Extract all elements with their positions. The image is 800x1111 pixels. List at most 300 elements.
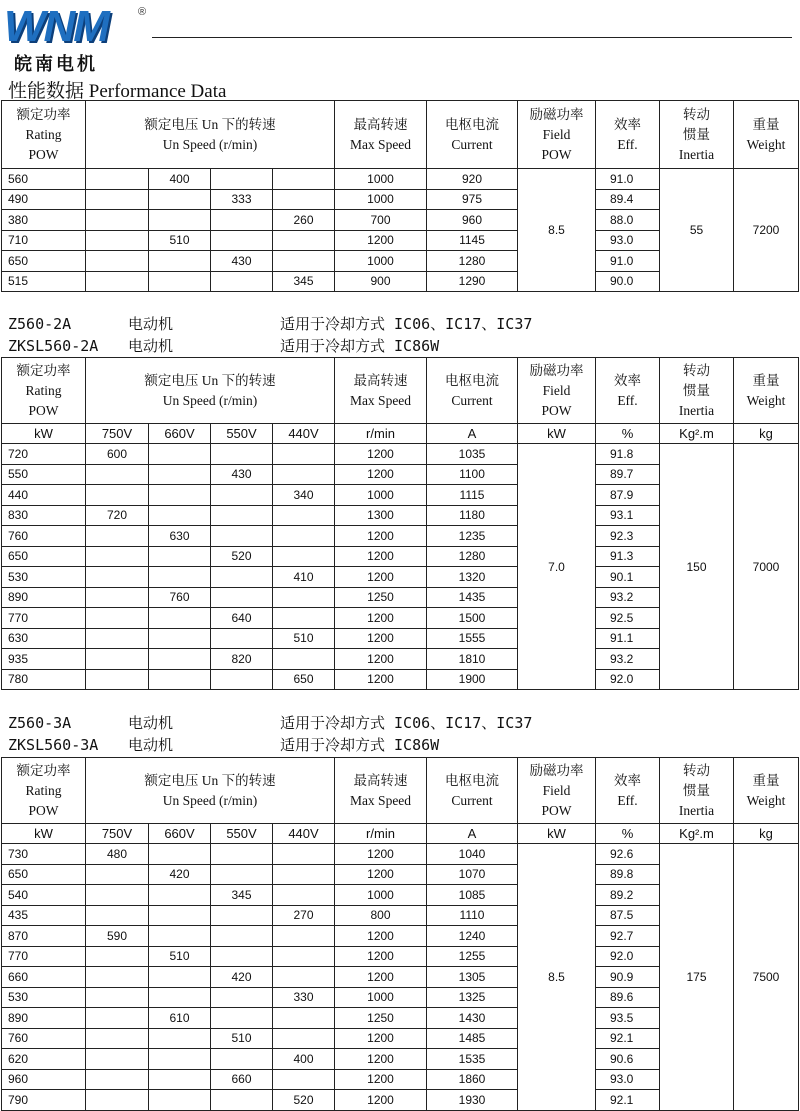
- cell-speed-v660: [149, 885, 211, 906]
- cell-efficiency: 92.1: [596, 1028, 660, 1049]
- cell-efficiency: 90.1: [596, 567, 660, 588]
- cell-speed-v440: [273, 649, 335, 670]
- header-efficiency: [596, 758, 660, 824]
- cell-efficiency: 90.9: [596, 967, 660, 988]
- cell-max-speed: 1200: [335, 526, 427, 547]
- header-text: 额定电压 Un 下的转速: [144, 116, 276, 132]
- header-weight: [734, 101, 799, 169]
- cell-pow: 780: [2, 669, 86, 690]
- header-text: Current: [451, 392, 493, 408]
- cell-max-speed: 900: [335, 271, 427, 292]
- cell-pow: 660: [2, 967, 86, 988]
- cell-speed-v660: [149, 987, 211, 1008]
- header-speed: [86, 758, 335, 824]
- cell-speed-v550: 660: [211, 1069, 273, 1090]
- cell-speed-v660: [149, 464, 211, 485]
- cell-speed-v750: [86, 628, 149, 649]
- header-text: 转动: [683, 762, 710, 778]
- header-inertia: [660, 758, 734, 824]
- header-text: Rating: [25, 126, 62, 142]
- cell-max-speed: 800: [335, 905, 427, 926]
- cell-speed-v660: [149, 210, 211, 231]
- cell-pow: 490: [2, 189, 86, 210]
- cell-efficiency: 92.6: [596, 844, 660, 865]
- cell-speed-v440: [273, 1069, 335, 1090]
- header-text: Un Speed (r/min): [162, 136, 258, 152]
- header-text: 重量: [752, 772, 780, 788]
- unit-pow: kW: [2, 424, 86, 444]
- cooling-method: 适用于冷却方式 IC86W: [280, 337, 440, 355]
- header-text: Rating: [25, 382, 62, 398]
- registered-mark: ®: [138, 6, 147, 18]
- cell-speed-v440: [273, 608, 335, 629]
- header-text: Inertia: [678, 802, 715, 818]
- cell-pow: 530: [2, 987, 86, 1008]
- cell-speed-v750: [86, 546, 149, 567]
- unit-v550: 550V: [211, 424, 273, 444]
- cell-speed-v440: [273, 444, 335, 465]
- header-text: 额定功率: [16, 106, 71, 122]
- unit-inertia: [660, 824, 734, 844]
- cell-speed-v750: [86, 251, 149, 272]
- cell-pow: 960: [2, 1069, 86, 1090]
- header-rule: [152, 37, 792, 38]
- cell-speed-v660: [149, 649, 211, 670]
- header-text: Max Speed: [349, 392, 412, 408]
- header-text: Rating: [25, 782, 62, 798]
- cell-current: 1325: [427, 987, 518, 1008]
- cell-speed-v660: [149, 608, 211, 629]
- cell-current: 960: [427, 210, 518, 231]
- cell-speed-v660: [149, 567, 211, 588]
- unit-v660: 660V: [149, 424, 211, 444]
- cell-pow: 730: [2, 844, 86, 865]
- cell-speed-v660: [149, 1028, 211, 1049]
- cell-speed-v750: [86, 230, 149, 251]
- header-max-speed: [335, 758, 427, 824]
- unit-text: .m: [699, 426, 714, 441]
- cell-speed-v660: [149, 251, 211, 272]
- cell-speed-v660: [149, 271, 211, 292]
- cell-max-speed: 1000: [335, 169, 427, 190]
- cell-max-speed: 1200: [335, 1049, 427, 1070]
- header-field-pow: [518, 358, 596, 424]
- header-text: 效率: [614, 116, 641, 132]
- units-row: [2, 824, 799, 844]
- cell-speed-v750: [86, 608, 149, 629]
- header-max-speed: [335, 358, 427, 424]
- cell-current: 1810: [427, 649, 518, 670]
- cell-speed-v550: [211, 271, 273, 292]
- table-row: [2, 169, 799, 190]
- header-field-pow: [518, 101, 596, 169]
- cell-speed-v660: [149, 905, 211, 926]
- header-rating: [2, 358, 86, 424]
- cell-current: 1290: [427, 271, 518, 292]
- cell-speed-v550: 430: [211, 251, 273, 272]
- header-text: Eff.: [617, 792, 638, 808]
- header-text: POW: [28, 802, 59, 818]
- header-text: 最高转速: [353, 372, 408, 388]
- unit-v750: 750V: [86, 424, 149, 444]
- cell-current: 1900: [427, 669, 518, 690]
- cell-inertia: 150: [660, 444, 734, 690]
- cell-speed-v440: [273, 251, 335, 272]
- cell-speed-v750: [86, 271, 149, 292]
- cell-speed-v660: 610: [149, 1008, 211, 1029]
- cell-speed-v750: [86, 649, 149, 670]
- cell-current: 1430: [427, 1008, 518, 1029]
- cell-speed-v660: [149, 967, 211, 988]
- cell-speed-v550: [211, 567, 273, 588]
- header-text: Current: [451, 136, 493, 152]
- cell-speed-v750: [86, 526, 149, 547]
- cell-speed-v440: [273, 946, 335, 967]
- cell-speed-v660: [149, 628, 211, 649]
- header-text: 转动: [683, 106, 710, 122]
- cell-speed-v750: [86, 464, 149, 485]
- header-inertia: [660, 101, 734, 169]
- header-rating: [2, 101, 86, 169]
- table-row: [2, 844, 799, 865]
- cell-speed-v660: [149, 546, 211, 567]
- header-text: Weight: [746, 136, 786, 152]
- cell-pow: 770: [2, 608, 86, 629]
- model-code: Z560-2A: [8, 315, 72, 333]
- unit-weight: kg: [734, 824, 799, 844]
- cell-pow: 710: [2, 230, 86, 251]
- cell-speed-v750: 590: [86, 926, 149, 947]
- cell-speed-v660: [149, 1069, 211, 1090]
- header-text: Eff.: [617, 392, 638, 408]
- cell-speed-v660: [149, 485, 211, 506]
- model-code: Z560-3A: [8, 714, 72, 732]
- cell-max-speed: 1000: [335, 987, 427, 1008]
- cell-current: 1555: [427, 628, 518, 649]
- cell-pow: 550: [2, 464, 86, 485]
- cell-efficiency: 93.0: [596, 230, 660, 251]
- cell-speed-v660: 420: [149, 864, 211, 885]
- cell-speed-v440: [273, 464, 335, 485]
- cell-efficiency: 92.0: [596, 946, 660, 967]
- cell-speed-v550: [211, 230, 273, 251]
- cell-speed-v550: [211, 444, 273, 465]
- cell-pow: 650: [2, 864, 86, 885]
- cell-efficiency: 89.8: [596, 864, 660, 885]
- cell-speed-v750: [86, 1069, 149, 1090]
- cell-speed-v550: [211, 1049, 273, 1070]
- cell-speed-v550: 430: [211, 464, 273, 485]
- cell-speed-v750: [86, 1028, 149, 1049]
- cell-speed-v550: 333: [211, 189, 273, 210]
- cell-current: 1500: [427, 608, 518, 629]
- cell-speed-v750: [86, 864, 149, 885]
- cell-speed-v550: [211, 987, 273, 1008]
- header-text: 惯量: [683, 382, 710, 398]
- unit-pow: kW: [2, 824, 86, 844]
- cell-speed-v550: [211, 669, 273, 690]
- header-text: POW: [541, 146, 572, 162]
- cell-efficiency: 90.6: [596, 1049, 660, 1070]
- cell-speed-v440: [273, 587, 335, 608]
- cell-speed-v750: [86, 587, 149, 608]
- cell-speed-v440: 400: [273, 1049, 335, 1070]
- cell-speed-v440: [273, 844, 335, 865]
- cell-speed-v440: 650: [273, 669, 335, 690]
- cell-speed-v750: [86, 987, 149, 1008]
- cell-efficiency: 89.7: [596, 464, 660, 485]
- cell-efficiency: 88.0: [596, 210, 660, 231]
- header-text: Un Speed (r/min): [162, 392, 258, 408]
- cell-pow: 440: [2, 485, 86, 506]
- cell-pow: 620: [2, 1049, 86, 1070]
- cell-max-speed: 1200: [335, 444, 427, 465]
- cell-speed-v750: [86, 1090, 149, 1111]
- cell-current: 1320: [427, 567, 518, 588]
- header-text: POW: [28, 402, 59, 418]
- header-text: POW: [541, 802, 572, 818]
- cell-speed-v440: [273, 967, 335, 988]
- cell-max-speed: 1250: [335, 587, 427, 608]
- cell-efficiency: 92.0: [596, 669, 660, 690]
- header-text: 额定功率: [16, 762, 71, 778]
- header-text: 最高转速: [353, 772, 408, 788]
- unit-v440: 440V: [273, 424, 335, 444]
- cell-pow: 630: [2, 628, 86, 649]
- cell-speed-v660: [149, 444, 211, 465]
- header-text: 电枢电流: [445, 372, 499, 388]
- model-kind: 电动机: [128, 337, 174, 355]
- cell-pow: 770: [2, 946, 86, 967]
- header-text: 重量: [752, 372, 780, 388]
- cell-current: 1040: [427, 844, 518, 865]
- cell-current: 920: [427, 169, 518, 190]
- cell-efficiency: 91.0: [596, 169, 660, 190]
- cell-current: 1100: [427, 464, 518, 485]
- cell-max-speed: 1200: [335, 946, 427, 967]
- unit-v660: 660V: [149, 824, 211, 844]
- unit-max: r/min: [335, 424, 427, 444]
- unit-eff: %: [596, 824, 660, 844]
- cell-pow: 540: [2, 885, 86, 906]
- cell-max-speed: 1200: [335, 608, 427, 629]
- cell-speed-v750: [86, 210, 149, 231]
- performance-table: [1, 757, 799, 1111]
- cell-current: 1435: [427, 587, 518, 608]
- cell-current: 1145: [427, 230, 518, 251]
- cell-pow: 435: [2, 905, 86, 926]
- header-efficiency: [596, 101, 660, 169]
- cell-speed-v440: 260: [273, 210, 335, 231]
- cell-weight: 7000: [734, 444, 799, 690]
- cell-speed-v440: [273, 546, 335, 567]
- cell-speed-v660: 760: [149, 587, 211, 608]
- cell-speed-v750: 480: [86, 844, 149, 865]
- page-header: [0, 0, 800, 75]
- cell-speed-v750: [86, 1049, 149, 1070]
- cell-max-speed: 1200: [335, 628, 427, 649]
- cell-speed-v440: [273, 864, 335, 885]
- cell-speed-v660: [149, 844, 211, 865]
- section-title: 性能数据 Performance Data: [8, 81, 227, 102]
- cell-max-speed: 1200: [335, 464, 427, 485]
- cell-max-speed: 1000: [335, 485, 427, 506]
- cell-speed-v550: [211, 844, 273, 865]
- cell-max-speed: 1300: [335, 505, 427, 526]
- header-text: Current: [451, 792, 493, 808]
- header-speed: [86, 358, 335, 424]
- cooling-method: 适用于冷却方式 IC86W: [280, 736, 440, 754]
- header-text: POW: [541, 402, 572, 418]
- header-text: Un Speed (r/min): [162, 792, 258, 808]
- cell-efficiency: 89.4: [596, 189, 660, 210]
- cell-current: 1485: [427, 1028, 518, 1049]
- unit-cur: A: [427, 424, 518, 444]
- cell-speed-v750: 600: [86, 444, 149, 465]
- header-row: [2, 758, 799, 824]
- header-rating: [2, 758, 86, 824]
- cell-max-speed: 1200: [335, 669, 427, 690]
- header-text: Max Speed: [349, 136, 412, 152]
- cell-speed-v440: 340: [273, 485, 335, 506]
- cell-max-speed: 1000: [335, 251, 427, 272]
- cell-current: 1035: [427, 444, 518, 465]
- cell-speed-v550: 345: [211, 885, 273, 906]
- cell-speed-v750: [86, 169, 149, 190]
- cell-efficiency: 91.0: [596, 251, 660, 272]
- cell-speed-v440: [273, 230, 335, 251]
- cell-max-speed: 1200: [335, 649, 427, 670]
- cell-efficiency: 93.2: [596, 587, 660, 608]
- cell-speed-v750: [86, 189, 149, 210]
- cell-speed-v550: 520: [211, 546, 273, 567]
- cell-max-speed: 1200: [335, 844, 427, 865]
- cell-max-speed: 1200: [335, 926, 427, 947]
- cell-inertia: 175: [660, 844, 734, 1111]
- cell-max-speed: 1200: [335, 864, 427, 885]
- header-current: [427, 101, 518, 169]
- header-max-speed: [335, 101, 427, 169]
- cell-speed-v550: [211, 169, 273, 190]
- cell-pow: 890: [2, 587, 86, 608]
- cell-efficiency: 92.3: [596, 526, 660, 547]
- cell-speed-v550: [211, 210, 273, 231]
- header-text: 励磁功率: [529, 762, 584, 778]
- cell-max-speed: 1200: [335, 1069, 427, 1090]
- cell-pow: 650: [2, 546, 86, 567]
- header-text: Field: [542, 782, 571, 798]
- performance-table: [1, 100, 799, 292]
- cell-speed-v550: 510: [211, 1028, 273, 1049]
- header-text: Inertia: [678, 146, 715, 162]
- cell-current: 1860: [427, 1069, 518, 1090]
- cell-field-pow: 8.5: [518, 844, 596, 1111]
- header-text: 最高转速: [353, 116, 408, 132]
- header-text: Max Speed: [349, 792, 412, 808]
- cell-speed-v440: 330: [273, 987, 335, 1008]
- cell-speed-v550: 420: [211, 967, 273, 988]
- header-text: 额定电压 Un 下的转速: [144, 772, 276, 788]
- cell-speed-v440: [273, 505, 335, 526]
- header-text: Field: [542, 126, 571, 142]
- cell-current: 1235: [427, 526, 518, 547]
- header-text: Inertia: [678, 402, 715, 418]
- cell-speed-v750: [86, 967, 149, 988]
- cell-pow: 380: [2, 210, 86, 231]
- cell-speed-v440: [273, 526, 335, 547]
- cell-max-speed: 1200: [335, 1028, 427, 1049]
- cell-pow: 870: [2, 926, 86, 947]
- cell-speed-v750: [86, 567, 149, 588]
- cell-current: 1115: [427, 485, 518, 506]
- cell-speed-v550: [211, 1090, 273, 1111]
- cooling-method: 适用于冷却方式 IC06、IC17、IC37: [280, 315, 533, 333]
- header-text: 额定功率: [16, 362, 71, 378]
- cell-current: 1535: [427, 1049, 518, 1070]
- header-text: 惯量: [683, 782, 710, 798]
- cell-efficiency: 87.9: [596, 485, 660, 506]
- cell-field-pow: 7.0: [518, 444, 596, 690]
- cell-speed-v660: 400: [149, 169, 211, 190]
- cell-speed-v550: 640: [211, 608, 273, 629]
- cell-pow: 935: [2, 649, 86, 670]
- cell-weight: 7500: [734, 844, 799, 1111]
- cooling-method: 适用于冷却方式 IC06、IC17、IC37: [280, 714, 533, 732]
- header-text: POW: [28, 146, 59, 162]
- cell-max-speed: 1250: [335, 1008, 427, 1029]
- cell-current: 1280: [427, 251, 518, 272]
- cell-efficiency: 89.6: [596, 987, 660, 1008]
- cell-efficiency: 93.5: [596, 1008, 660, 1029]
- cell-efficiency: 90.0: [596, 271, 660, 292]
- header-text: 额定电压 Un 下的转速: [144, 372, 276, 388]
- unit-v550: 550V: [211, 824, 273, 844]
- unit-weight: kg: [734, 424, 799, 444]
- cell-weight: 7200: [734, 169, 799, 292]
- cell-max-speed: 700: [335, 210, 427, 231]
- header-text: Weight: [746, 792, 786, 808]
- header-text: 惯量: [683, 126, 710, 142]
- header-row: [2, 101, 799, 169]
- header-text: 转动: [683, 362, 710, 378]
- cell-pow: 760: [2, 526, 86, 547]
- header-text: 电枢电流: [445, 772, 499, 788]
- cell-speed-v440: 270: [273, 905, 335, 926]
- cell-speed-v440: 510: [273, 628, 335, 649]
- header-text: 励磁功率: [529, 106, 584, 122]
- cell-current: 1280: [427, 546, 518, 567]
- cell-pow: 560: [2, 169, 86, 190]
- cell-speed-v440: [273, 926, 335, 947]
- cell-efficiency: 87.5: [596, 905, 660, 926]
- unit-text: Kg²: [679, 426, 700, 441]
- cell-speed-v550: [211, 526, 273, 547]
- cell-speed-v440: [273, 885, 335, 906]
- cell-current: 1930: [427, 1090, 518, 1111]
- header-weight: [734, 358, 799, 424]
- cell-speed-v440: [273, 1008, 335, 1029]
- cell-efficiency: 89.2: [596, 885, 660, 906]
- cell-max-speed: 1000: [335, 885, 427, 906]
- cell-speed-v440: 520: [273, 1090, 335, 1111]
- brand-logo: WNM: [4, 2, 108, 51]
- cell-speed-v550: [211, 628, 273, 649]
- header-inertia: [660, 358, 734, 424]
- cell-speed-v660: [149, 189, 211, 210]
- cell-efficiency: 92.7: [596, 926, 660, 947]
- cell-speed-v550: [211, 1008, 273, 1029]
- cell-pow: 890: [2, 1008, 86, 1029]
